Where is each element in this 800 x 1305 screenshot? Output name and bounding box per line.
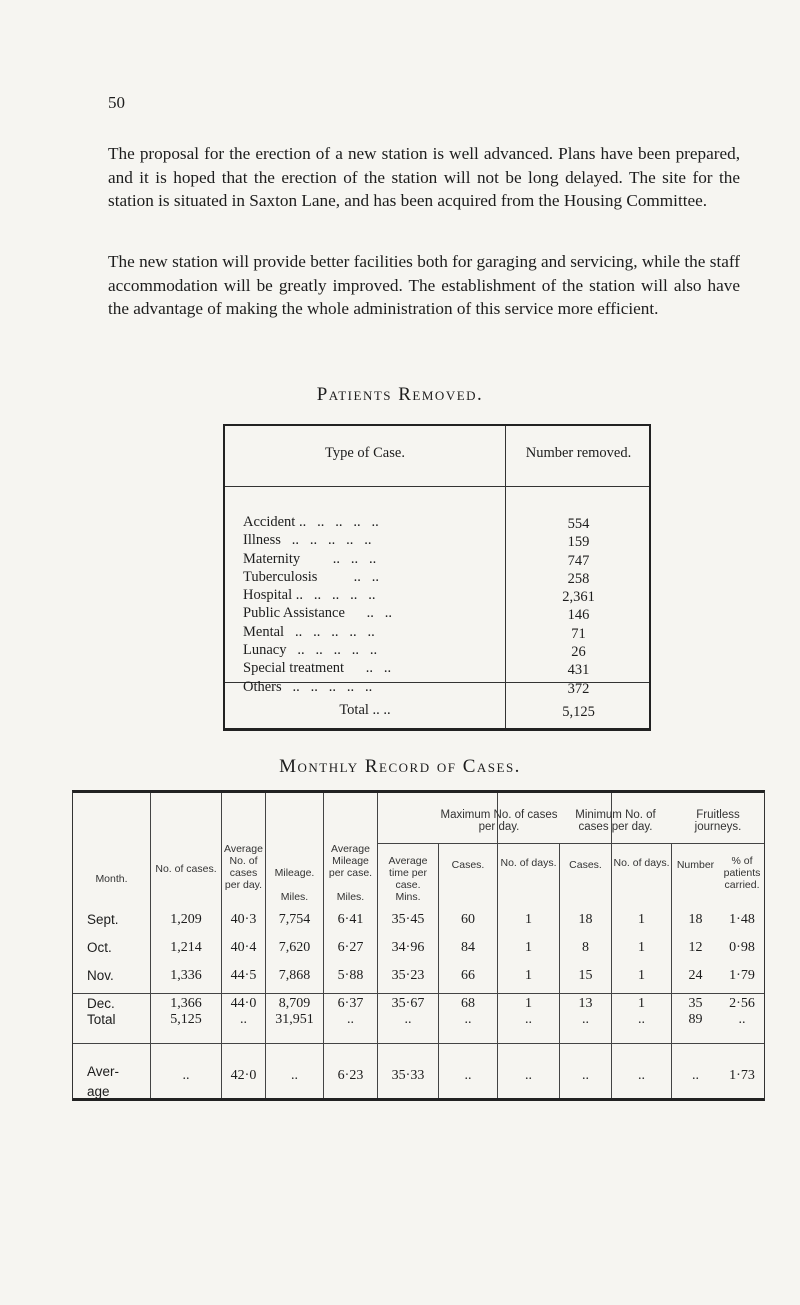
- cell-fruitless: 18: [688, 912, 703, 927]
- cell-cases: ..: [182, 1068, 190, 1083]
- header-max-cases: Cases.: [451, 859, 485, 871]
- header-avg-mileage-unit: Miles.: [336, 891, 365, 903]
- cell-fruitless: 89: [688, 1012, 703, 1027]
- table-row: Maternity .. .. .. 747: [243, 550, 590, 569]
- cell-cases: 1,214: [170, 940, 202, 955]
- cell-max-cases: 66: [461, 968, 475, 983]
- cell-avg-cases: 44·5: [230, 968, 257, 983]
- header-avg-cases: Average No. of cases per day.: [224, 843, 263, 891]
- cell-avg-mileage: 5·88: [337, 968, 364, 983]
- cell-cases: 1,209: [170, 912, 202, 927]
- cell-cases: 1,336: [170, 968, 202, 983]
- cell-pct: 1·73: [729, 1068, 755, 1083]
- total-label: Total .. ..: [339, 702, 391, 718]
- cell-avg-time: 35·67: [391, 996, 425, 1011]
- cell-min-cases: 15: [578, 968, 593, 983]
- header-mileage: Mileage.: [274, 867, 315, 879]
- header-mileage-unit: Miles.: [280, 891, 309, 903]
- cell-max-days: 1: [525, 912, 532, 927]
- cell-min-days: 1: [638, 968, 645, 983]
- cell-min-days: ..: [638, 1012, 645, 1027]
- patients-removed-table: [223, 424, 651, 731]
- header-max-group: Maximum No. of cases per day.: [440, 809, 558, 833]
- header-min-cases: Cases.: [569, 859, 602, 871]
- cell-avg-mileage: 6·23: [337, 1068, 364, 1083]
- cell-min-cases: 18: [578, 912, 593, 927]
- table-row: Hospital .. .. .. .. .. 2,361: [243, 587, 595, 606]
- table-row: Others .. .. .. .. .. 372: [243, 678, 590, 697]
- cell-max-days: ..: [525, 1012, 532, 1027]
- paragraph-new-station: The proposal for the erection of a new station is well advanced. Plans have been prepared, and it is hoped that the erection of the station will not be long delayed. The site for the station is situated in Saxton Lane, and has been acquired from the Housing Committee.: [108, 144, 740, 211]
- cell-min-cases: ..: [582, 1012, 589, 1027]
- cell-month: Aver-: [87, 1064, 120, 1079]
- cell-fruitless: 12: [688, 940, 703, 955]
- cell-month-continued: age: [87, 1084, 110, 1099]
- header-max-days: No. of days.: [500, 857, 557, 869]
- cell-min-cases: 13: [578, 996, 593, 1011]
- cell-month: Nov.: [87, 968, 114, 983]
- cell-max-cases: 60: [461, 912, 475, 927]
- cell-pct: ..: [738, 1012, 746, 1027]
- cell-min-days: 1: [638, 996, 645, 1011]
- cell-fruitless: ..: [692, 1068, 699, 1083]
- cell-month: Sept.: [87, 912, 119, 927]
- patients-removed-rows: [225, 514, 651, 697]
- cell-cases: 5,125: [170, 1012, 202, 1027]
- header-cases: No. of cases.: [155, 863, 217, 875]
- cell-avg-cases: 44·0: [230, 996, 257, 1011]
- cell-max-cases: 68: [461, 996, 475, 1011]
- cell-max-days: ..: [525, 1068, 532, 1083]
- page-number: 50: [108, 93, 125, 112]
- cell-avg-time: 34·96: [391, 940, 425, 955]
- table-row: Special treatment .. .. 431: [243, 660, 590, 679]
- cell-mileage: 8,709: [278, 996, 311, 1011]
- cell-max-cases: ..: [464, 1068, 472, 1083]
- table-row: Tuberculosis .. .. 258: [243, 568, 590, 587]
- cell-avg-cases: 40·3: [230, 912, 257, 927]
- cell-min-days: ..: [638, 1068, 645, 1083]
- cell-month: Total: [87, 1012, 116, 1027]
- cell-avg-mileage: 6·41: [337, 912, 364, 927]
- patients-removed-heading: Patients Removed.: [316, 384, 484, 405]
- table-row: Illness .. .. .. .. .. 159: [243, 532, 590, 551]
- cell-fruitless: 35: [688, 996, 703, 1011]
- cell-avg-mileage: ..: [347, 1012, 354, 1027]
- cell-max-days: 1: [525, 968, 532, 983]
- col-header-type: Type of Case.: [325, 445, 405, 461]
- cell-avg-mileage: 6·27: [337, 940, 364, 955]
- cell-mileage: ..: [291, 1068, 298, 1083]
- header-month: Month.: [95, 873, 128, 885]
- header-avg-time: Average time per case.: [388, 855, 428, 891]
- cell-pct: 2·56: [729, 996, 755, 1011]
- monthly-record-heading: Monthly Record of Cases.: [279, 756, 521, 777]
- cell-min-days: 1: [638, 940, 645, 955]
- cell-fruitless: 24: [688, 968, 703, 983]
- table-row: Mental .. .. .. .. .. 71: [243, 623, 586, 642]
- table-row: Accident .. .. .. .. .. 554: [243, 514, 590, 532]
- cell-month: Oct.: [87, 940, 112, 955]
- header-avg-mileage: Average Mileage per case.: [328, 843, 373, 879]
- col-header-number: Number removed.: [525, 445, 632, 461]
- cell-month: Dec.: [87, 996, 115, 1011]
- header-fruitless-pct: % of patients carried.: [723, 855, 761, 891]
- cell-pct: 1·79: [729, 968, 755, 983]
- header-min-days: No. of days.: [613, 857, 670, 869]
- cell-avg-time: 35·45: [391, 912, 425, 927]
- cell-avg-time: ..: [404, 1012, 412, 1027]
- cell-pct: 0·98: [729, 940, 755, 955]
- table-row: Public Assistance .. .. 146: [243, 605, 590, 624]
- cell-min-days: 1: [638, 912, 645, 927]
- cell-avg-time: 35·23: [391, 968, 425, 983]
- total-value: 5,125: [562, 704, 595, 720]
- header-fruitless-number: Number: [676, 859, 715, 871]
- cell-min-cases: ..: [582, 1068, 589, 1083]
- header-fruitless-group: Fruitless journeys.: [694, 809, 742, 833]
- header-min-group: Minimum No. of cases per day.: [575, 809, 656, 833]
- cell-mileage: 7,620: [278, 940, 311, 955]
- cell-min-cases: 8: [582, 940, 589, 955]
- cell-mileage: 7,868: [278, 968, 311, 983]
- cell-max-days: 1: [525, 996, 532, 1011]
- cell-max-cases: ..: [464, 1012, 472, 1027]
- header-avg-time-unit: Mins.: [395, 891, 421, 903]
- cell-mileage: 31,951: [275, 1012, 314, 1027]
- cell-mileage: 7,754: [278, 912, 311, 927]
- table-row: Lunacy .. .. .. .. .. 26: [243, 642, 586, 661]
- paragraph-facilities: The new station will provide better facilities both for garaging and servicing, while the staff accommodation will be greatly improved. The establishment of the station will also have the advantage of making the whole administration of this service more efficient.: [108, 252, 740, 319]
- cell-avg-mileage: 6·37: [337, 996, 364, 1011]
- cell-avg-cases: ..: [240, 1012, 247, 1027]
- cell-pct: 1·48: [729, 912, 755, 927]
- cell-avg-cases: 42·0: [230, 1068, 257, 1083]
- cell-max-cases: 84: [461, 940, 475, 955]
- cell-max-days: 1: [525, 940, 532, 955]
- cell-avg-cases: 40·4: [230, 940, 257, 955]
- cell-cases: 1,366: [170, 996, 202, 1011]
- cell-avg-time: 35·33: [391, 1068, 425, 1083]
- monthly-record-table: [72, 790, 765, 1101]
